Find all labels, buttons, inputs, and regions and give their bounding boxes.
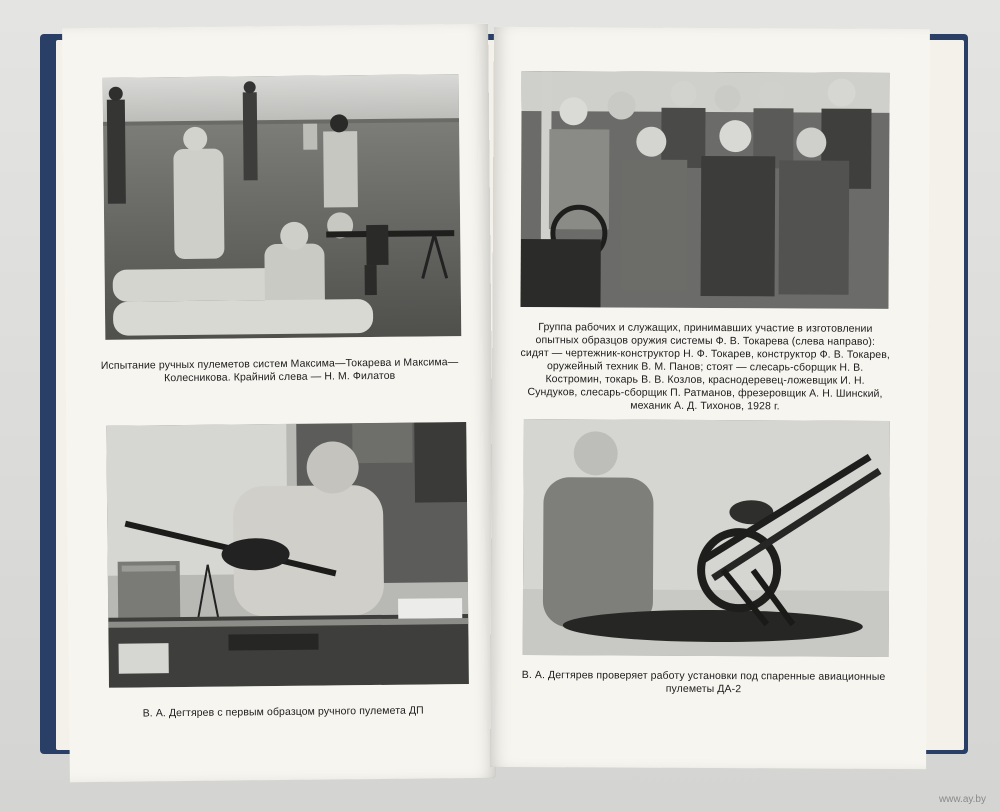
- caption-tokarev-group: Группа рабочих и служащих, принимавших участие в изготовлении опытных образцов оружия системы Ф. В. Токарева (слева направо): сидят — чертежник-конструктор Н. Ф. Токарев, конструктор Ф. В. Токарев, оружейный техник В. М. Панов; стоят — слесарь-сборщик Н. В. Костромин, токарь В. В. Козлов, краснодеревец-ложевщик И. Н. Сундуков, слесарь-сборщик П. Ратманов, фрезеровщик А. Н. Шинский, механик А. Д. Тихонов, 1928 г.: [520, 321, 890, 413]
- photo-tokarev-group: [520, 71, 889, 309]
- left-page: [62, 24, 496, 782]
- watermark: www.ay.by: [938, 794, 986, 805]
- caption-degtyarev-da2: В. А. Дегтярев проверяет работу установки под спаренные авиационные пулеметы ДА-2: [521, 669, 886, 696]
- photo-degtyarev-da2: [523, 419, 890, 657]
- caption-machinegun-test: Испытание ручных пулеметов систем Максима—Токарева и Максима—Колесникова. Крайний слева — Н. М. Филатов: [100, 356, 459, 385]
- photo-machinegun-test: [103, 74, 462, 340]
- caption-degtyarev-dp: В. А. Дегтярев с первым образцом ручного пулемета ДП: [142, 704, 424, 720]
- right-page: [490, 27, 930, 769]
- photo-degtyarev-dp: [106, 422, 469, 688]
